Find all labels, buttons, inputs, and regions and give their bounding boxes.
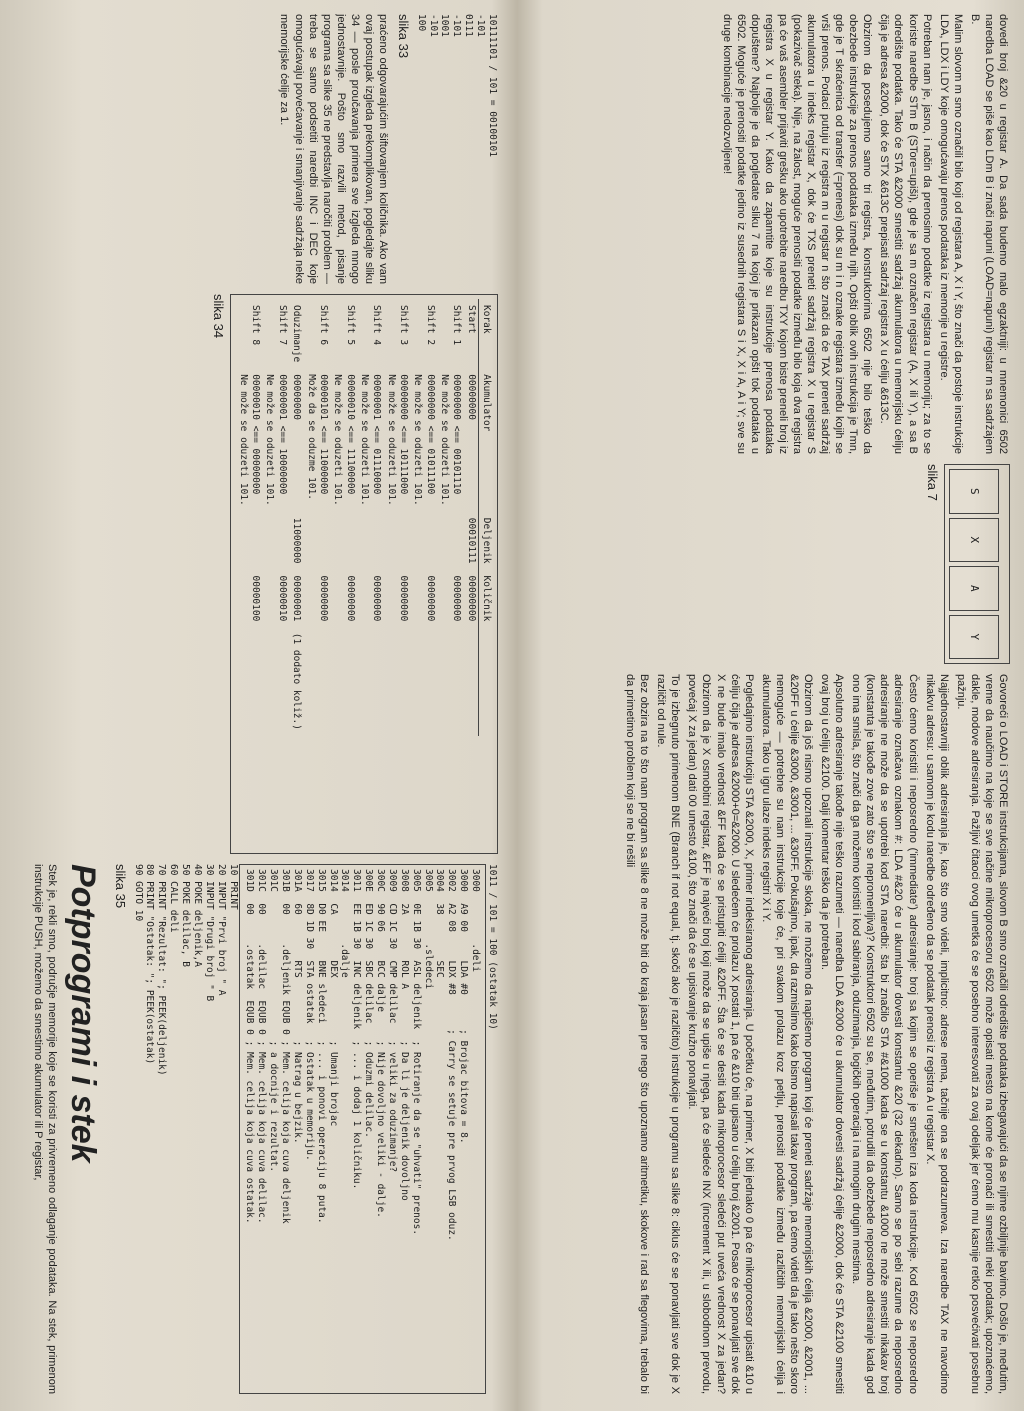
table-cell: 00000010 <== 00000000 Ne može se oduzeti 101. (237, 374, 262, 506)
table-row (235, 299, 262, 736)
paragraph-8: Apsolutno adresiranje takođe nije teško razumeti — naredba LDA &2000 će u akumulator dovesti sadržaj ćelije &2000, dok će STA &2100 smestiti ovaj broj u ćeliju &2100. Dalji komentar teško da je potreban. (819, 674, 846, 1394)
table-cell: 00000000 (291, 374, 303, 420)
table-cell: 00000010 (276, 575, 288, 622)
table-cell: 00000000 (344, 575, 356, 622)
right-column-1 (538, 14, 1010, 454)
paragraph-5: Govoreći o LOAD i STORE instrukcijama, slovom B smo označili odredište podataka izbegavajući da se njime ozbiljnije bavimo. Došlo je, međutim, vreme da naučimo na koje se sve načine mikroprocesoru 6502 može opisati mesto na kome će pronaći ili smestiti neki podatak; upoznaćemo, dakle, modove adresiranja. Pažljivi čitaoci ovog umetka će se posebno interesovati za ovaj odeljak jer ćemo mu kasnije retko posvećivati posebnu pažnju. (954, 674, 1009, 1394)
table-cell: Shift 3 (397, 305, 409, 346)
basic-listing: 10 PRINT 20 INPUT "Prvi broj " A 30 INPUT "Drugi broj " B 40 POKE deljenik,A 50 POKE delilac, B 60 CALL deli 70 PRINT "Rezultat: "; PEEK(deljenik) 80 PRINT "Ostatak: "; PEEK(ostatak) 90 GOTO 10 (132, 864, 239, 1076)
left-column-1 (26, 14, 498, 284)
register-y: Y (949, 615, 999, 660)
table-cell: 00000000 <== 10111000 Ne može se oduzeti 101. (385, 374, 409, 506)
table-cell: 00000100 (250, 575, 262, 622)
table-cell: 00000010 <== 11100000 Ne može se oduzeti 101. (332, 374, 356, 506)
slika-34-body (235, 299, 478, 736)
col-kolicnik: Količnik (478, 570, 493, 736)
table-cell: 00000000 (424, 575, 436, 622)
register-s: S (949, 469, 999, 514)
table-cell: 00000000 (317, 575, 329, 622)
table-cell: 11000000 (291, 517, 303, 564)
register-x: X (949, 518, 999, 563)
paragraph-9: Obzirom da još nismo upoznali instrukcije skoka, ne možemo da napišemo program koji će preneti sadržaje memorijskih ćelija &2000, &2001, ... &20FF u ćelije &3000, &3001, ... &30FF. Pokušajmo, ipak, da razmislimo kako bismo napisali takav program, pa ćemo videti da je tako nešto skoro nemoguće — potrebne su nam instrukcije koje će, pri svakom prolazu kroz petlju, prenositi podatke između različitih memorijskih ćelija i akumulatora. Tako u igru ulaze indeks registri X i Y. (759, 674, 814, 1394)
table-cell: 00000001 <== 01110000 Ne može se oduzeti 101. (358, 374, 383, 506)
table-cell: 00000001 <== 10000000 Ne može se oduzeti 101. (264, 374, 288, 506)
division-example: 10111101 / 101 = 00100101 -101 0111 -101 1001 -101 100 (415, 14, 498, 157)
slika-33-caption: slika 33 (395, 14, 411, 59)
right-page (524, 0, 1024, 1411)
col-korak: Korak (478, 299, 493, 368)
table-cell (357, 512, 384, 570)
table-cell (330, 512, 357, 570)
table-cell (437, 512, 464, 570)
slika-34-box (26, 294, 498, 854)
paragraph-12: Bez obzira na to što nam program sa slike 8 ne može biti do kraja jasan pre nego što upoznamo aritmetiku, skokove i rad sa flegovima, trebalo bi da primetimo problem koji se ne bi rešili (624, 674, 651, 1394)
intro-paragraph: dovedi broj &20 u registar A. Da sada budemo malo egzaktniji: u mnemonici 6502 naredba LOAD se piše kao LDm B i znači napuni (LOAD=napuni) registar m sa sadržajem B. (968, 14, 1009, 454)
table-cell: Oduzimanje (291, 305, 303, 363)
table-cell: Start (465, 305, 477, 334)
col-akumulator: Akumulator (478, 368, 493, 512)
slika-7-diagram (944, 464, 1010, 664)
slika-33-text: praćeno odgovarajućim šiftovanjem količnika. Ako vam ovaj postupak izgleda prekomplikovan, pogledajte sliku 34 — posle proučavanja primera sve izgleda mnogo jednostavnije. Pošto smo razvili metod, pisanje programa sa slike 35 ne predstavlja naročiti problem — treba se samo podsetiti naredbi INC i DEC koje omogućavaju povećavanje i smanjivanje sadržaja neke memorijske ćelije za 1. (278, 14, 389, 284)
table-cell: Shift 7 (276, 305, 288, 346)
table-cell: 00000000 (397, 575, 409, 622)
slika-35-box (26, 864, 498, 1394)
table-cell: 00000000 (451, 575, 463, 622)
stack-text: Stek je, rekli smo, područje memorije koje se koristi za privremeno odlaganje podataka. Na stek, primenom instrukcije PUSH, možemo da smestimo akumulator ili P registar, (31, 864, 58, 1394)
table-cell: Shift 4 (371, 305, 383, 346)
table-row (330, 299, 357, 736)
table-cell: 00000000 (371, 575, 383, 622)
table-cell: 00000000 <== 00101110 Ne može se oduzeti 101. (438, 374, 463, 506)
table-cell: Shift 5 (344, 305, 356, 346)
table-cell: 00000000 (465, 575, 477, 622)
paragraph-4: Obzirom da posedujemo samo tri registra, konstruktorima 6502 nije bilo teško da obezbede instrukcije za prenos podataka između njih. Opšti oblik ovih instrukcija je Tmn, gde je T skraćenica od transfer (=prenesi) dok su m i n oznake registara između kojih se vrši prenos. Podaci putuju iz registra m u registar n što znači da će TAX preneti sadržaj akumulatora u indeks registar X, dok će TXS preneti sadržaj registra X u registar S (pokazivač steka). Nije, na žalost, moguće prenositi podatke između bilo koja dva registra pa će vaš asembler prijaviti grešku ako upotrebite naredbu TXY kojom biste preneli broj iz registra X u registar Y. Kako da zapamtite koje su instrukcije prenosa podataka dopuštene? Najbolje je da pogledate sliku 7 na kojoj je prikazan opšti tok podataka u 6502. Moguće je prenositi podatke jedino iz susednih registara S i X, X i A, A i Y; sve su druge kombinacije nedozvoljene! (720, 14, 874, 454)
paragraph-3: Potreban nam je, jasno, i način da prenosimo podatke iz registara u memoriju; za to se koriste naredbe STm B (STore=upiši), gde je sa m označen registar (A, X ili Y), a sa B odredište podatka. Tako će STA &2000 smestiti sadržaj akumulatora u memorijsku ćeliju čija je adresa &2000, dok će STX &613C prepisati sadržaj registra X u ćeliju &613C. (878, 14, 933, 454)
table-cell: 00000001 (1 dodato koliž.) (291, 575, 303, 730)
slika-7-box (538, 464, 1010, 664)
table-cell (383, 512, 410, 570)
table-cell (262, 512, 289, 570)
register-a: A (949, 566, 999, 611)
table-cell: 00000000 (465, 374, 477, 420)
slika-34-table (235, 299, 493, 736)
paragraph-6: Najjednostavniji oblik adresiranja je, kao što smo videli, implicitno: adrese nema, tačnije ona se podrazumeva. Iza naredbe TAX ne navodimo nikakvu adresu: u samom je kodu naredbe određeno da se podatak prenosi iz registra A u registar X. (923, 674, 950, 1394)
paragraph-2: Malim slovom m smo označili bilo koji od registara A, X i Y, što znači da postoje instrukcije LDA, LDX i LDY koje omogućavaju prenos podataka iz memorije u registre. (937, 14, 964, 454)
table-row (357, 299, 384, 736)
col-deljenik: Deljenik (478, 512, 493, 570)
asm-listing: 3000 .deli 3000 A9 00 LDA #0 ; Brojac bitova = 8. 3002 A2 08 LDX #8 ; Carry se setuje pre prvog LSB oduz. 3004 38 SEC 3005 .sledeci 3005 0E 1B 30 ASL deljenik ; Rotiranje da se "uhvati" prenos. 3008 2A ROL A ; Da li je deljenik dovoljno 3009 CD 1C 30 CMP delilac ; veliki za oduzimanje? 300C 90 06 BCC dalje ; Nije dovoljno veliki - dalje. 300E ED 1C 30 SBC delilac ; Oduzmi delilac. 3011 EE 1B 30 INC deljenik ; ... i dodaj 1 količniku. 3014 .dalje 3014 CA DEX ; Umanji brojac 3015 D0 EE BNE sledeci ; ... i ponovi operaciju 8 puta. 3017 8D 1D 30 STA ostatak ; Ostatak u memoriju. 301A 60 RTS ; Natrag u bejzik. 301B 00 .deljenik EQUB 0 ; Mem. celija koja cuva deljenik 301C ; a docnije i rezultat. 301C 00 .delilac EQUB 0 ; Mem. celija koja cuva delilac. 301D 00 .ostatak EQUB 0 ; Mem. celija koja cuva ostatak. (239, 864, 487, 1394)
table-cell (303, 512, 330, 570)
table-row (437, 299, 464, 736)
slika-7-caption: slika 7 (925, 464, 940, 501)
table-cell: Shift 2 (424, 305, 436, 346)
paragraph-10: Pogledajmo instrukciju STA &2000, X, primer indeksiranog adresiranja. U početku će, na primer, X biti jednako 0 pa će mikroprocesor upisati &10 u ćeliju čija je adresa &2000+0=&2000. U sledećem će prolazu X postati 1, pa će &10 biti upisano u ćeliju broj &2001. Posao će se ponavljati sve dok X ne bude imalo vrednost &FF kada će se pristupiti ćeliji &20FF. Šta će se desiti kada mikroprocesor sledeći put uveća vrednost X za jedan? Obzirom da je X osmobitni registar, &FF je najveći broj koji može da se upiše u njega, pa će sledeće INX (increment X ili, u slobodnom prevodu, povećaj X za jedan) dati 00 umesto &100, što znači da će se upisivanje kružno ponavljati. (686, 674, 755, 1394)
paragraph-7: Često ćemo koristiti i neposredno ('immediate') adresiranje: broj sa kojim se operiše je smešten iza koda instrukcije. Kod 6502 se neposredno adresiranje označava oznakom #: LDA #&20 će u akumulator dovesti konstantu &20 (32 dekadno). Samo se po sebi razume da neposredno adresiranje ne može da se upotrebi kod STA naredbi: šta bi značilo STA #&1000 kada se u konstantu &1000 ne može smestiti nikakav broj (konstanta je takođe zove zato što se nepromenljiva)? Konstruktori 6502 su se, međutim, potrudili da obezbede neposredno adresiranje kada god ono ima smisla, što znači da ga možemo koristiti i kod sabiranja, oduzimanja, logičkih operacija i na mnogim drugim mestima. (850, 674, 919, 1394)
left-page (12, 0, 512, 1411)
table-cell (410, 512, 437, 570)
table-row (383, 299, 410, 736)
table-row (410, 299, 437, 736)
table-cell: 00010111 (465, 517, 477, 564)
slika-34-caption: slika 34 (211, 294, 227, 339)
table-cell: 00000101 <== 11000000 Može da se oduzme 101. (305, 374, 329, 501)
register-flow (949, 469, 999, 659)
table-cell: Shift 1 (451, 305, 463, 346)
table-cell: Shift 8 (250, 305, 262, 346)
table-row (289, 299, 303, 736)
table-row (303, 299, 330, 736)
table-row (463, 299, 478, 736)
table-cell: 00000000 <== 01011100 Ne može se oduzeti 101. (412, 374, 436, 506)
section-heading: Potprogrami i stek (63, 864, 102, 1163)
table-row (262, 299, 289, 736)
slika-34-table-wrap (230, 294, 498, 854)
table-cell: Shift 6 (317, 305, 329, 346)
right-column-2 (538, 674, 1010, 1394)
paragraph-11: To je izbegnuto primenom BNE (Branch if not equal, tj. skoči ako je različito) instrukcije u programu sa slike 8: ciklus će se ponavljati sve dok je X različit od nule. (655, 674, 682, 1394)
slika-34-result: 1011 / 101 = 100 (ostatak 10) (487, 864, 498, 1030)
table-cell (235, 512, 262, 570)
slika-35-caption: slika 35 (112, 864, 128, 909)
